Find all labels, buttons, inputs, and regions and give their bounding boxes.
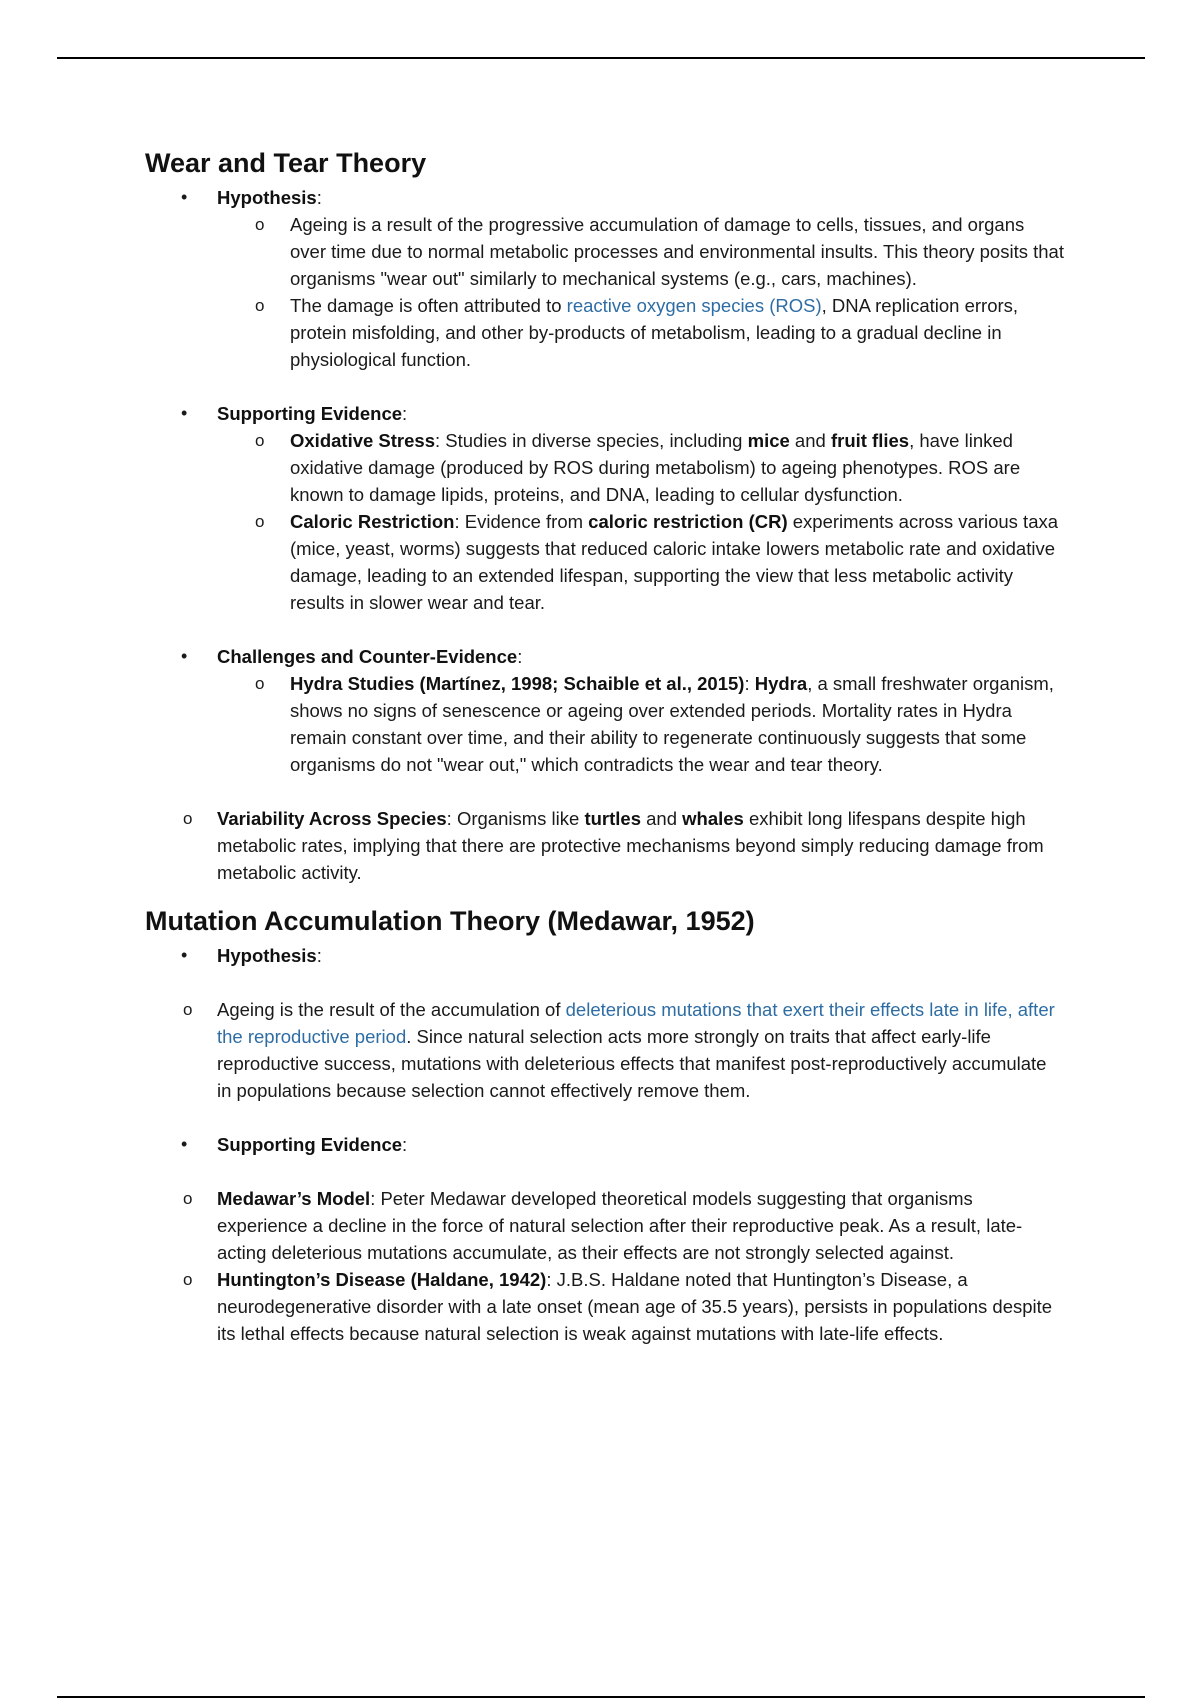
bullet-icon: • xyxy=(181,1134,188,1154)
sub-bullet-icon: o xyxy=(183,1270,193,1289)
sub-bullet-icon: o xyxy=(255,296,265,315)
sub-item-huntingtons: o Huntington’s Disease (Haldane, 1942): J.B.S. Haldane noted that Huntington’s Disease, a neurodegenerative disorder with a late onset (mean age of 35.5 years), persists in populations despite its lethal effects because natural selection is weak against mutations with late-life effects. xyxy=(145,1266,1065,1347)
list-item-supporting-evidence-2: • Supporting Evidence: xyxy=(145,1131,1065,1158)
sub-item-mutation-hyp: o Ageing is the result of the accumulation of deleterious mutations that exert their effects late in life, after the reproductive period. Since natural selection acts more strongly on traits that affect early-life reproductive success, mutations with deleterious effects that manifest post-reproductively accumulate in populations because selection cannot effectively remove them. xyxy=(145,996,1065,1104)
list-item-supporting-evidence: • Supporting Evidence: xyxy=(145,400,1065,427)
list-item-hypothesis-2: • Hypothesis: xyxy=(145,942,1065,969)
sub-item-hyp-2: o The damage is often attributed to reactive oxygen species (ROS), DNA replication errors, protein misfolding, and other by-products of metabolism, leading to a gradual decline in physiological function. xyxy=(145,292,1065,373)
list-item-hypothesis: • Hypothesis: xyxy=(145,184,1065,211)
sub-item-medawar-model: o Medawar’s Model: Peter Medawar developed theoretical models suggesting that organisms experience a decline in the force of natural selection after their reproductive peak. As a result, late-acting deleterious mutations accumulate, as their effects are not strongly selected against. xyxy=(145,1185,1065,1266)
sub-item-hydra: o Hydra Studies (Martínez, 1998; Schaible et al., 2015): Hydra, a small freshwater organism, shows no signs of senescence or ageing over extended periods. Mortality rates in Hydra remain constant over time, and their ability to regenerate continuously suggests that some organisms do not "wear out," which contradicts the wear and tear theory. xyxy=(145,670,1065,778)
sub-item-hyp-1: o Ageing is a result of the progressive accumulation of damage to cells, tissues, and organs over time due to normal metabolic processes and environmental insults. This theory posits that organisms "wear out" similarly to mechanical systems (e.g., cars, machines). xyxy=(145,211,1065,292)
sub-bullet-icon: o xyxy=(255,512,265,531)
section-title-mutation-accumulation: Mutation Accumulation Theory (Medawar, 1952) xyxy=(145,906,755,936)
bullet-icon: • xyxy=(181,646,188,666)
sub-bullet-icon: o xyxy=(255,431,265,450)
top-rule xyxy=(57,57,1145,59)
section-title-wear-tear: Wear and Tear Theory xyxy=(145,148,427,178)
sub-bullet-icon: o xyxy=(183,1189,193,1208)
sub-bullet-icon: o xyxy=(255,215,265,234)
deleterious-mutations-link[interactable]: deleterious mutations that exert their effects late in life, after the reproductive period xyxy=(217,999,1055,1047)
document-body xyxy=(145,146,1065,1347)
bullet-icon: • xyxy=(181,945,188,965)
sub-bullet-icon: o xyxy=(255,674,265,693)
sub-item-caloric-restriction: o Caloric Restriction: Evidence from caloric restriction (CR) experiments across various taxa (mice, yeast, worms) suggests that reduced caloric intake lowers metabolic rate and oxidative damage, leading to an extended lifespan, supporting the view that less metabolic activity results in slower wear and tear. xyxy=(145,508,1065,616)
sub-item-variability: o Variability Across Species: Organisms like turtles and whales exhibit long lifespans despite high metabolic rates, implying that there are protective mechanisms beyond simply reducing damage from metabolic activity. xyxy=(145,805,1065,886)
sub-bullet-icon: o xyxy=(183,809,193,828)
sub-item-oxidative-stress: o Oxidative Stress: Studies in diverse species, including mice and fruit flies, have linked oxidative damage (produced by ROS during metabolism) to ageing phenotypes. ROS are known to damage lipids, proteins, and DNA, leading to cellular dysfunction. xyxy=(145,427,1065,508)
sub-bullet-icon: o xyxy=(183,1000,193,1019)
bullet-icon: • xyxy=(181,187,188,207)
bottom-rule xyxy=(57,1696,1145,1698)
ros-link[interactable]: reactive oxygen species (ROS) xyxy=(566,295,822,316)
bullet-icon: • xyxy=(181,403,188,423)
list-item-challenges: • Challenges and Counter-Evidence: xyxy=(145,643,1065,670)
